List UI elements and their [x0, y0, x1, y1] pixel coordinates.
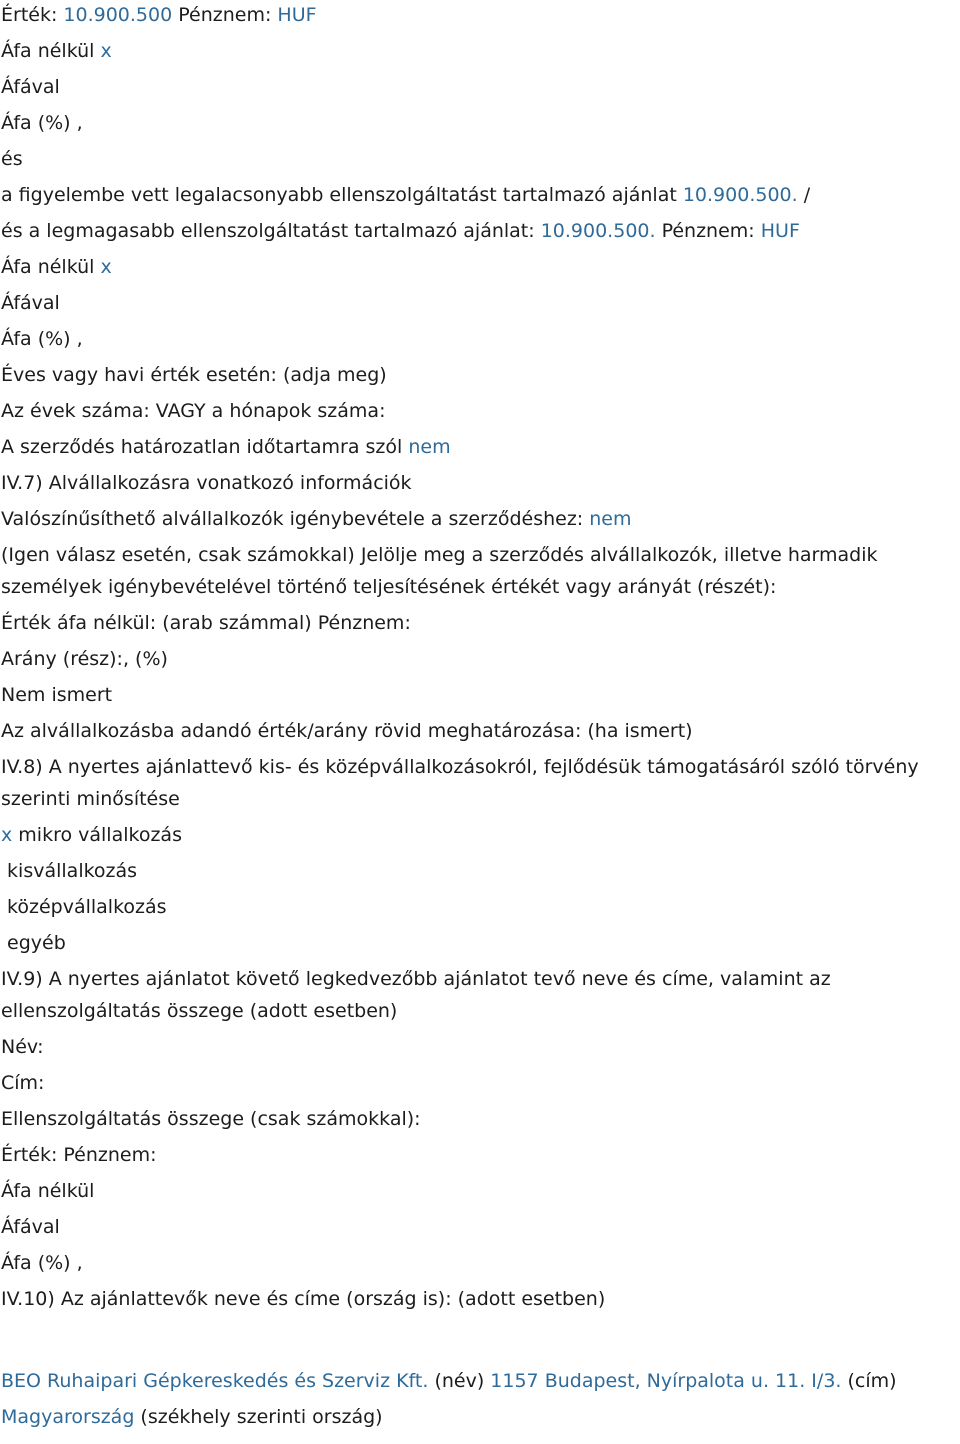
label: középvállalkozás: [7, 896, 167, 918]
country-line: [1, 1402, 960, 1438]
value: nem: [408, 436, 451, 458]
value: 10.900.500: [63, 4, 173, 26]
label: Valószínűsíthető alvállalkozók igénybevétele a szerződéshez:: [1, 508, 590, 530]
option-micro: [1, 820, 960, 856]
vat-included-line: Áfával: [1, 76, 60, 98]
mark: x: [100, 256, 112, 278]
label: Pénznem:: [172, 4, 278, 26]
label: A szerződés határozatlan időtartamra szól: [1, 436, 409, 458]
label: (székhely szerinti ország): [134, 1406, 383, 1428]
and-line: és: [1, 148, 23, 170]
value-currency-line: Érték áfa nélkül: (arab számmal) Pénznem:: [1, 612, 411, 634]
section-heading: IV.10) Az ajánlattevők neve és címe (ország is): (adott esetben): [1, 1288, 606, 1310]
vat-excluded-line: Áfa nélkül: [1, 1180, 95, 1202]
value-currency-line: Érték: Pénznem:: [1, 1144, 157, 1166]
annual-monthly-line: Éves vagy havi érték esetén: (adja meg): [1, 364, 387, 386]
section-heading: IV.9) A nyertes ajánlatot követő legkedvezőbb ajánlatot tevő neve és címe, valamint az: [1, 968, 831, 990]
paragraph-line: személyek igénybevételével történő teljesítésének értékét vagy arányát (részét):: [1, 576, 777, 598]
vat-percent-line: Áfa (%) ,: [1, 112, 83, 134]
vat-percent-line: Áfa (%) ,: [1, 328, 83, 350]
label: kisvállalkozás: [7, 860, 138, 882]
bidder-country: Magyarország: [1, 1406, 135, 1428]
unknown-line: Nem ismert: [1, 684, 113, 706]
label: Áfa nélkül: [1, 40, 101, 62]
label: egyéb: [7, 932, 66, 954]
label: a figyelembe vett legalacsonyabb ellenszolgáltatást tartalmazó ajánlat: [1, 184, 683, 206]
value: 10.900.500.: [682, 184, 798, 206]
bidder-address: 1157 Budapest, Nyírpalota u. 11. I/3.: [490, 1370, 842, 1392]
vat-included-line: Áfával: [1, 292, 60, 314]
section-heading-cont: szerinti minősítése: [1, 788, 180, 810]
amount-line: Ellenszolgáltatás összege (csak számokkal):: [1, 1108, 421, 1130]
indefinite-term-line: [1, 432, 960, 468]
bidder-line: [1, 1366, 960, 1402]
vat-excluded-line: [1, 252, 960, 288]
checkmark: x: [1, 824, 13, 846]
spacer: [1, 1320, 960, 1366]
section-heading: IV.7) Alvállalkozásra vonatkozó információk: [1, 472, 412, 494]
label: /: [797, 184, 811, 206]
label: Érték:: [1, 4, 64, 26]
bidder-block: [1, 1366, 960, 1438]
address-line: Cím:: [1, 1072, 45, 1094]
label: és a legmagasabb ellenszolgáltatást tartalmazó ajánlat:: [1, 220, 541, 242]
option-medium: [1, 892, 960, 928]
vat-percent-line: Áfa (%) ,: [1, 1252, 83, 1274]
label: Pénznem:: [655, 220, 761, 242]
name-line: Név:: [1, 1036, 44, 1058]
paragraph-line: (Igen válasz esetén, csak számokkal) Jelölje meg a szerződés alvállalkozók, illetve harmadik: [1, 544, 878, 566]
label: (név): [428, 1370, 491, 1392]
value: 10.900.500.: [540, 220, 656, 242]
vat-excluded-line: [1, 36, 960, 72]
value-line: [1, 0, 960, 36]
label: Áfa nélkül: [1, 256, 101, 278]
option-small: [1, 856, 960, 892]
subcontractor-line: [1, 504, 960, 540]
mark: x: [100, 40, 112, 62]
bidder-name: BEO Ruhaipari Gépkereskedés és Szerviz Kft.: [1, 1370, 429, 1392]
label: mikro vállalkozás: [12, 824, 182, 846]
lowest-offer-line: [1, 180, 960, 216]
description-line: Az alvállalkozásba adandó érték/arány rövid meghatározása: (ha ismert): [1, 720, 693, 742]
option-other: [1, 928, 960, 964]
section-heading: IV.8) A nyertes ajánlattevő kis- és középvállalkozásokról, fejlődésük támogatásáról szóló törvény: [1, 756, 919, 778]
highest-offer-line: [1, 216, 960, 252]
ratio-line: Arány (rész):, (%): [1, 648, 168, 670]
section-heading-cont: ellenszolgáltatás összege (adott esetben): [1, 1000, 398, 1022]
currency: HUF: [760, 220, 800, 242]
vat-included-line: Áfával: [1, 1216, 60, 1238]
years-months-line: Az évek száma: VAGY a hónapok száma:: [1, 400, 386, 422]
value: nem: [589, 508, 632, 530]
currency: HUF: [277, 4, 317, 26]
label: (cím): [841, 1370, 897, 1392]
